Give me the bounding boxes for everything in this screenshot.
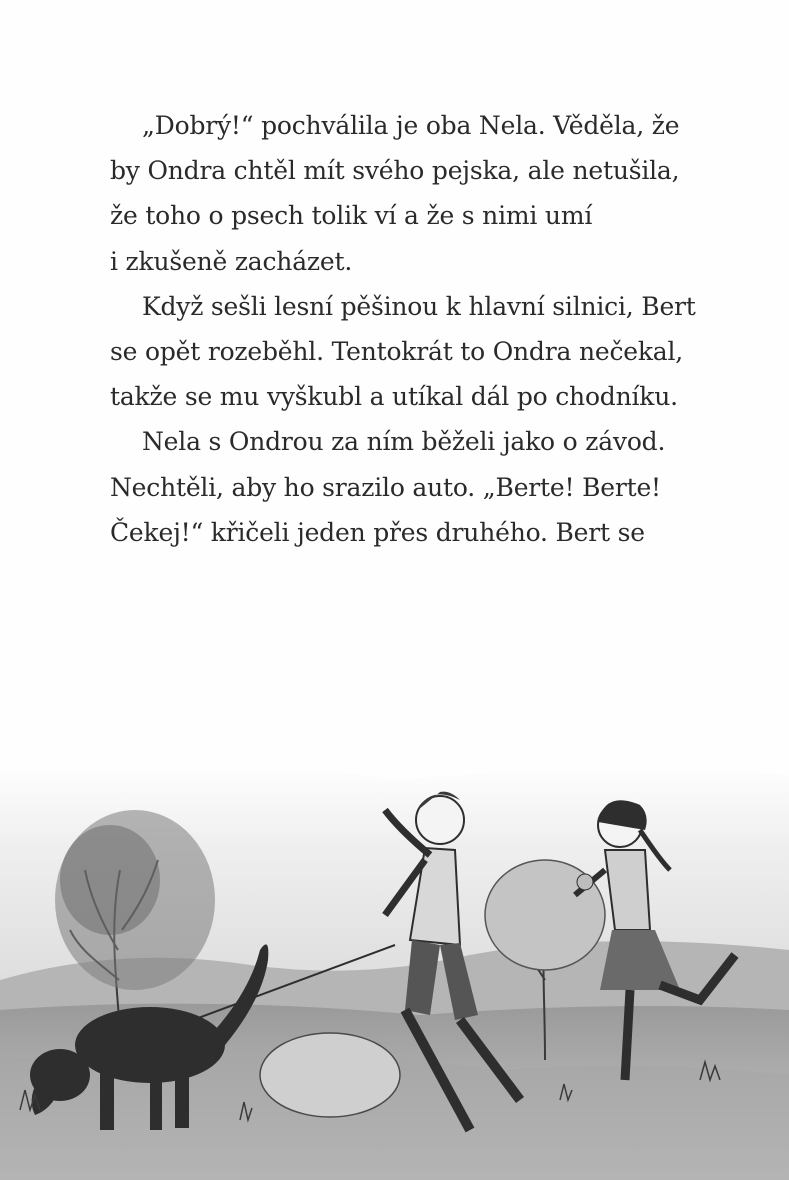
paragraph-2 <box>110 284 696 420</box>
illustration-svg <box>0 730 789 1180</box>
illustration-kids-walking-dog <box>0 730 789 1180</box>
text-line: Nela s Ondrou za ním běželi jako o závod. <box>142 427 666 457</box>
text-line: i zkušeně zacházet. <box>110 246 353 276</box>
paragraph-3 <box>110 419 690 555</box>
story-text <box>110 103 696 555</box>
text-line: Když sešli lesní pěšinou k hlavní silnici, Bert <box>142 291 696 321</box>
text-line: „Dobrý!“ pochválila je oba Nela. Věděla, že <box>142 111 680 140</box>
text-line: se opět rozeběhl. Tentokrát to Ondra nečekal, <box>110 337 684 367</box>
text-line: by Ondra chtěl mít svého pejska, ale netušila, <box>110 156 680 186</box>
text-line: Nechtěli, aby ho srazilo auto. „Berte! Berte! <box>110 472 661 502</box>
text-line: Čekej!“ křičeli jeden přes druhého. Bert se <box>110 517 645 547</box>
text-line: že toho o psech tolik ví a že s nimi umí <box>110 201 593 231</box>
paragraph-1 <box>110 103 690 284</box>
text-line: takže se mu vyškubl a utíkal dál po chodníku. <box>110 382 678 412</box>
front-bush <box>260 1033 400 1117</box>
